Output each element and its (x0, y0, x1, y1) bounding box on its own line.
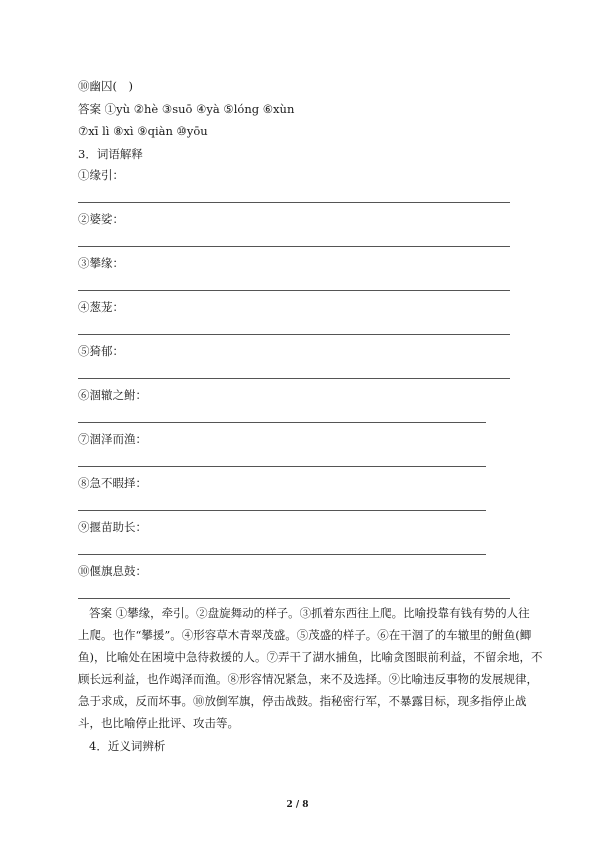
answer-line[interactable] (78, 422, 486, 423)
section-3-heading: 3．词语解释 (78, 147, 143, 161)
question-10: ⑩幽囚( ) (78, 79, 133, 93)
answer-text-line: 上爬。也作“攀援”。④形容草木青翠茂盛。⑤茂盛的样子。⑥在干涸了的车辙里的鲋鱼(鲫 (78, 628, 532, 642)
answer-text-line: 顾长远利益，也作竭泽而渔。⑧形容情况紧急，来不及选择。⑨比喻违反事物的发展规律， (78, 672, 538, 686)
answer-line[interactable] (78, 334, 510, 335)
term-item-10: ⑩偃旗息鼓： (78, 564, 147, 578)
answer-line[interactable] (78, 378, 510, 379)
section-4-heading: 4．近义词辨析 (89, 739, 166, 753)
answer-line[interactable] (78, 598, 510, 599)
term-item-9: ⑨揠苗助长： (78, 520, 147, 534)
term-item-8: ⑧急不暇择： (78, 476, 147, 490)
term-item-6: ⑥涸辙之鲋： (78, 388, 147, 402)
answer-paragraph (78, 602, 543, 734)
term-item-2: ②婆娑： (78, 212, 124, 226)
term-item-4: ④葱茏： (78, 300, 124, 314)
answer-line[interactable] (78, 202, 510, 203)
answer-line[interactable] (78, 554, 486, 555)
page-number: 2 / 8 (286, 800, 309, 810)
term-item-5: ⑤猗郁： (78, 344, 124, 358)
term-item-1: ①缘引： (78, 168, 124, 182)
answer-line[interactable] (78, 510, 486, 511)
answer-text-line: 斗，也比喻停止批评、攻击等。 (78, 716, 239, 730)
term-item-3: ③攀缘： (78, 256, 124, 270)
term-item-7: ⑦涸泽而渔： (78, 432, 147, 446)
answer-line[interactable] (78, 466, 486, 467)
answer-text-line: 答案 ①攀缘，牵引。②盘旋舞动的样子。③抓着东西往上爬。比喻投靠有钱有势的人往 (89, 606, 530, 620)
answer-text-line: 鱼)，比喻处在困境中急待救援的人。⑦弄干了湖水捕鱼，比喻贪图眼前利益，不留余地，不 (78, 650, 543, 664)
answer-pinyin-line-1: 答案 ①yù ②hè ③suō ④yà ⑤lóng ⑥xùn (78, 102, 295, 116)
answer-pinyin-line-2: ⑦xī lì ⑧xì ⑨qiàn ⑩yōu (78, 124, 208, 138)
answer-line[interactable] (78, 290, 510, 291)
answer-line[interactable] (78, 246, 510, 247)
answer-text-line: 急于求成，反而坏事。⑩放倒军旗，停击战鼓。指秘密行军，不暴露目标，现多指停止战 (78, 694, 527, 708)
